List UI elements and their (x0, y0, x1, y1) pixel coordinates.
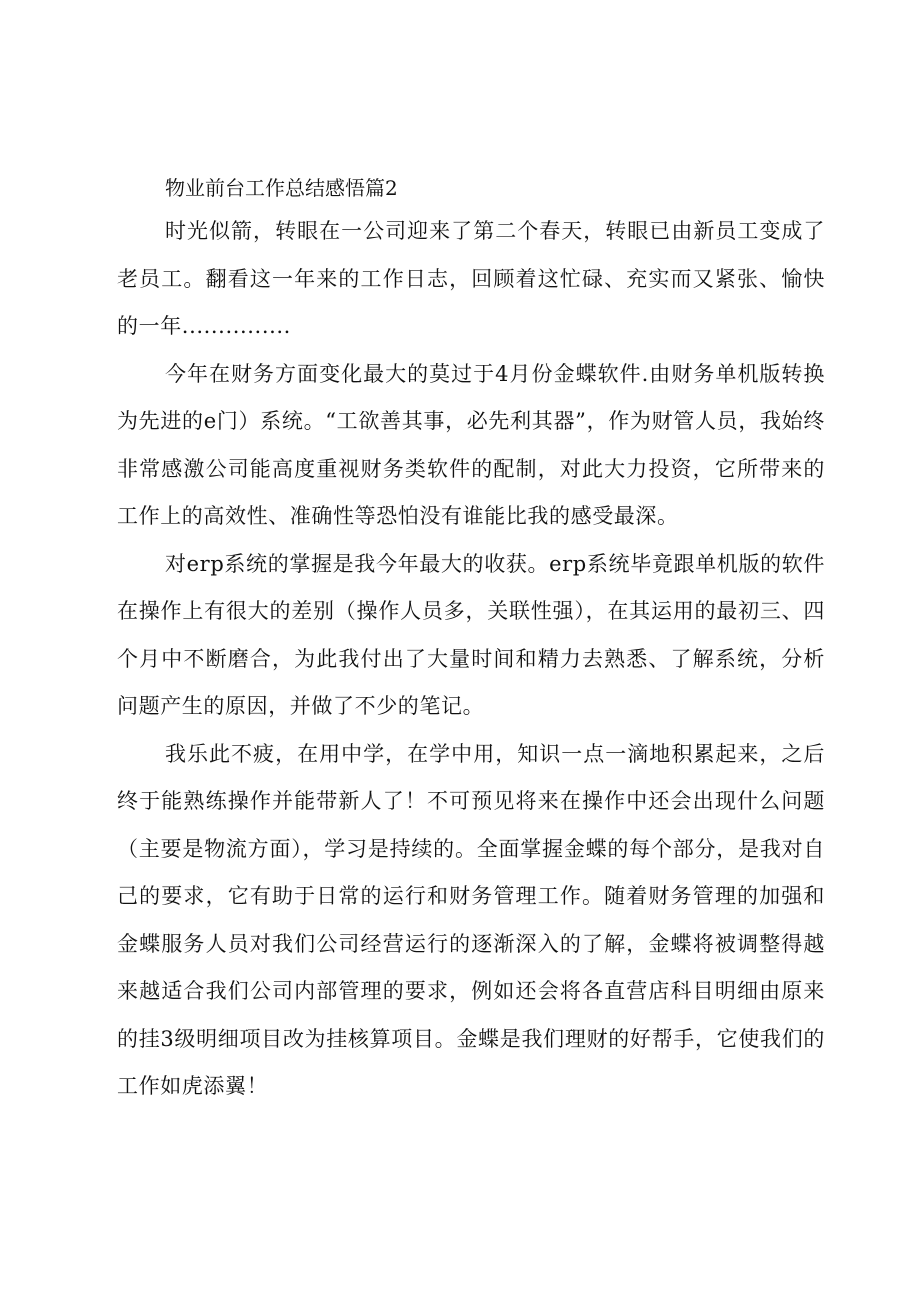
paragraph-4: 我乐此不疲，在用中学，在学中用，知识一点一滴地积累起来，之后终于能熟练操作并能带新人了！不可预见将来在操作中还会出现什么问题（主要是物流方面），学习是持续的。全面掌握金蝶的每个部分，是我对自己的要求，它有助于日常的运行和财务管理工作。随着财务管理的加强和金蝶服务人员对我们公司经营运行的逐渐深入的了解，金蝶将被调整得越来越适合我们公司内部管理的要求，例如还会将各直营店科目明细由原来的挂3级明细项目改为挂核算项目。金蝶是我们理财的好帮手，它使我们的工作如虎添翼！ (117, 741, 825, 1098)
paragraph-2: 今年在财务方面变化最大的莫过于4月份金蝶软件.由财务单机版转换为先进的e门）系统。“工欲善其事，必先利其器”，作为财管人员，我始终非常感激公司能高度重视财务类软件的配制，对此大力投资，它所带来的工作上的高效性、准确性等恐怕没有谁能比我的感受最深。 (117, 361, 825, 528)
document-body (117, 168, 825, 1111)
document-title: 物业前台工作总结感悟篇2 (165, 176, 398, 200)
paragraph-3: 对erp系统的掌握是我今年最大的收获。erp系统毕竟跟单机版的软件在操作上有很大的差别（操作人员多，关联性强），在其运用的最初三、四个月中不断磨合，为此我付出了大量时间和精力去熟悉、了解系统，分析问题产生的原因，并做了不少的笔记。 (117, 551, 825, 718)
paragraph-1: 时光似箭，转眼在一公司迎来了第二个春天，转眼已由新员工变成了老员工。翻看这一年来的工作日志，回顾着这忙碌、充实而又紧张、愉快的一年............... (117, 219, 825, 338)
